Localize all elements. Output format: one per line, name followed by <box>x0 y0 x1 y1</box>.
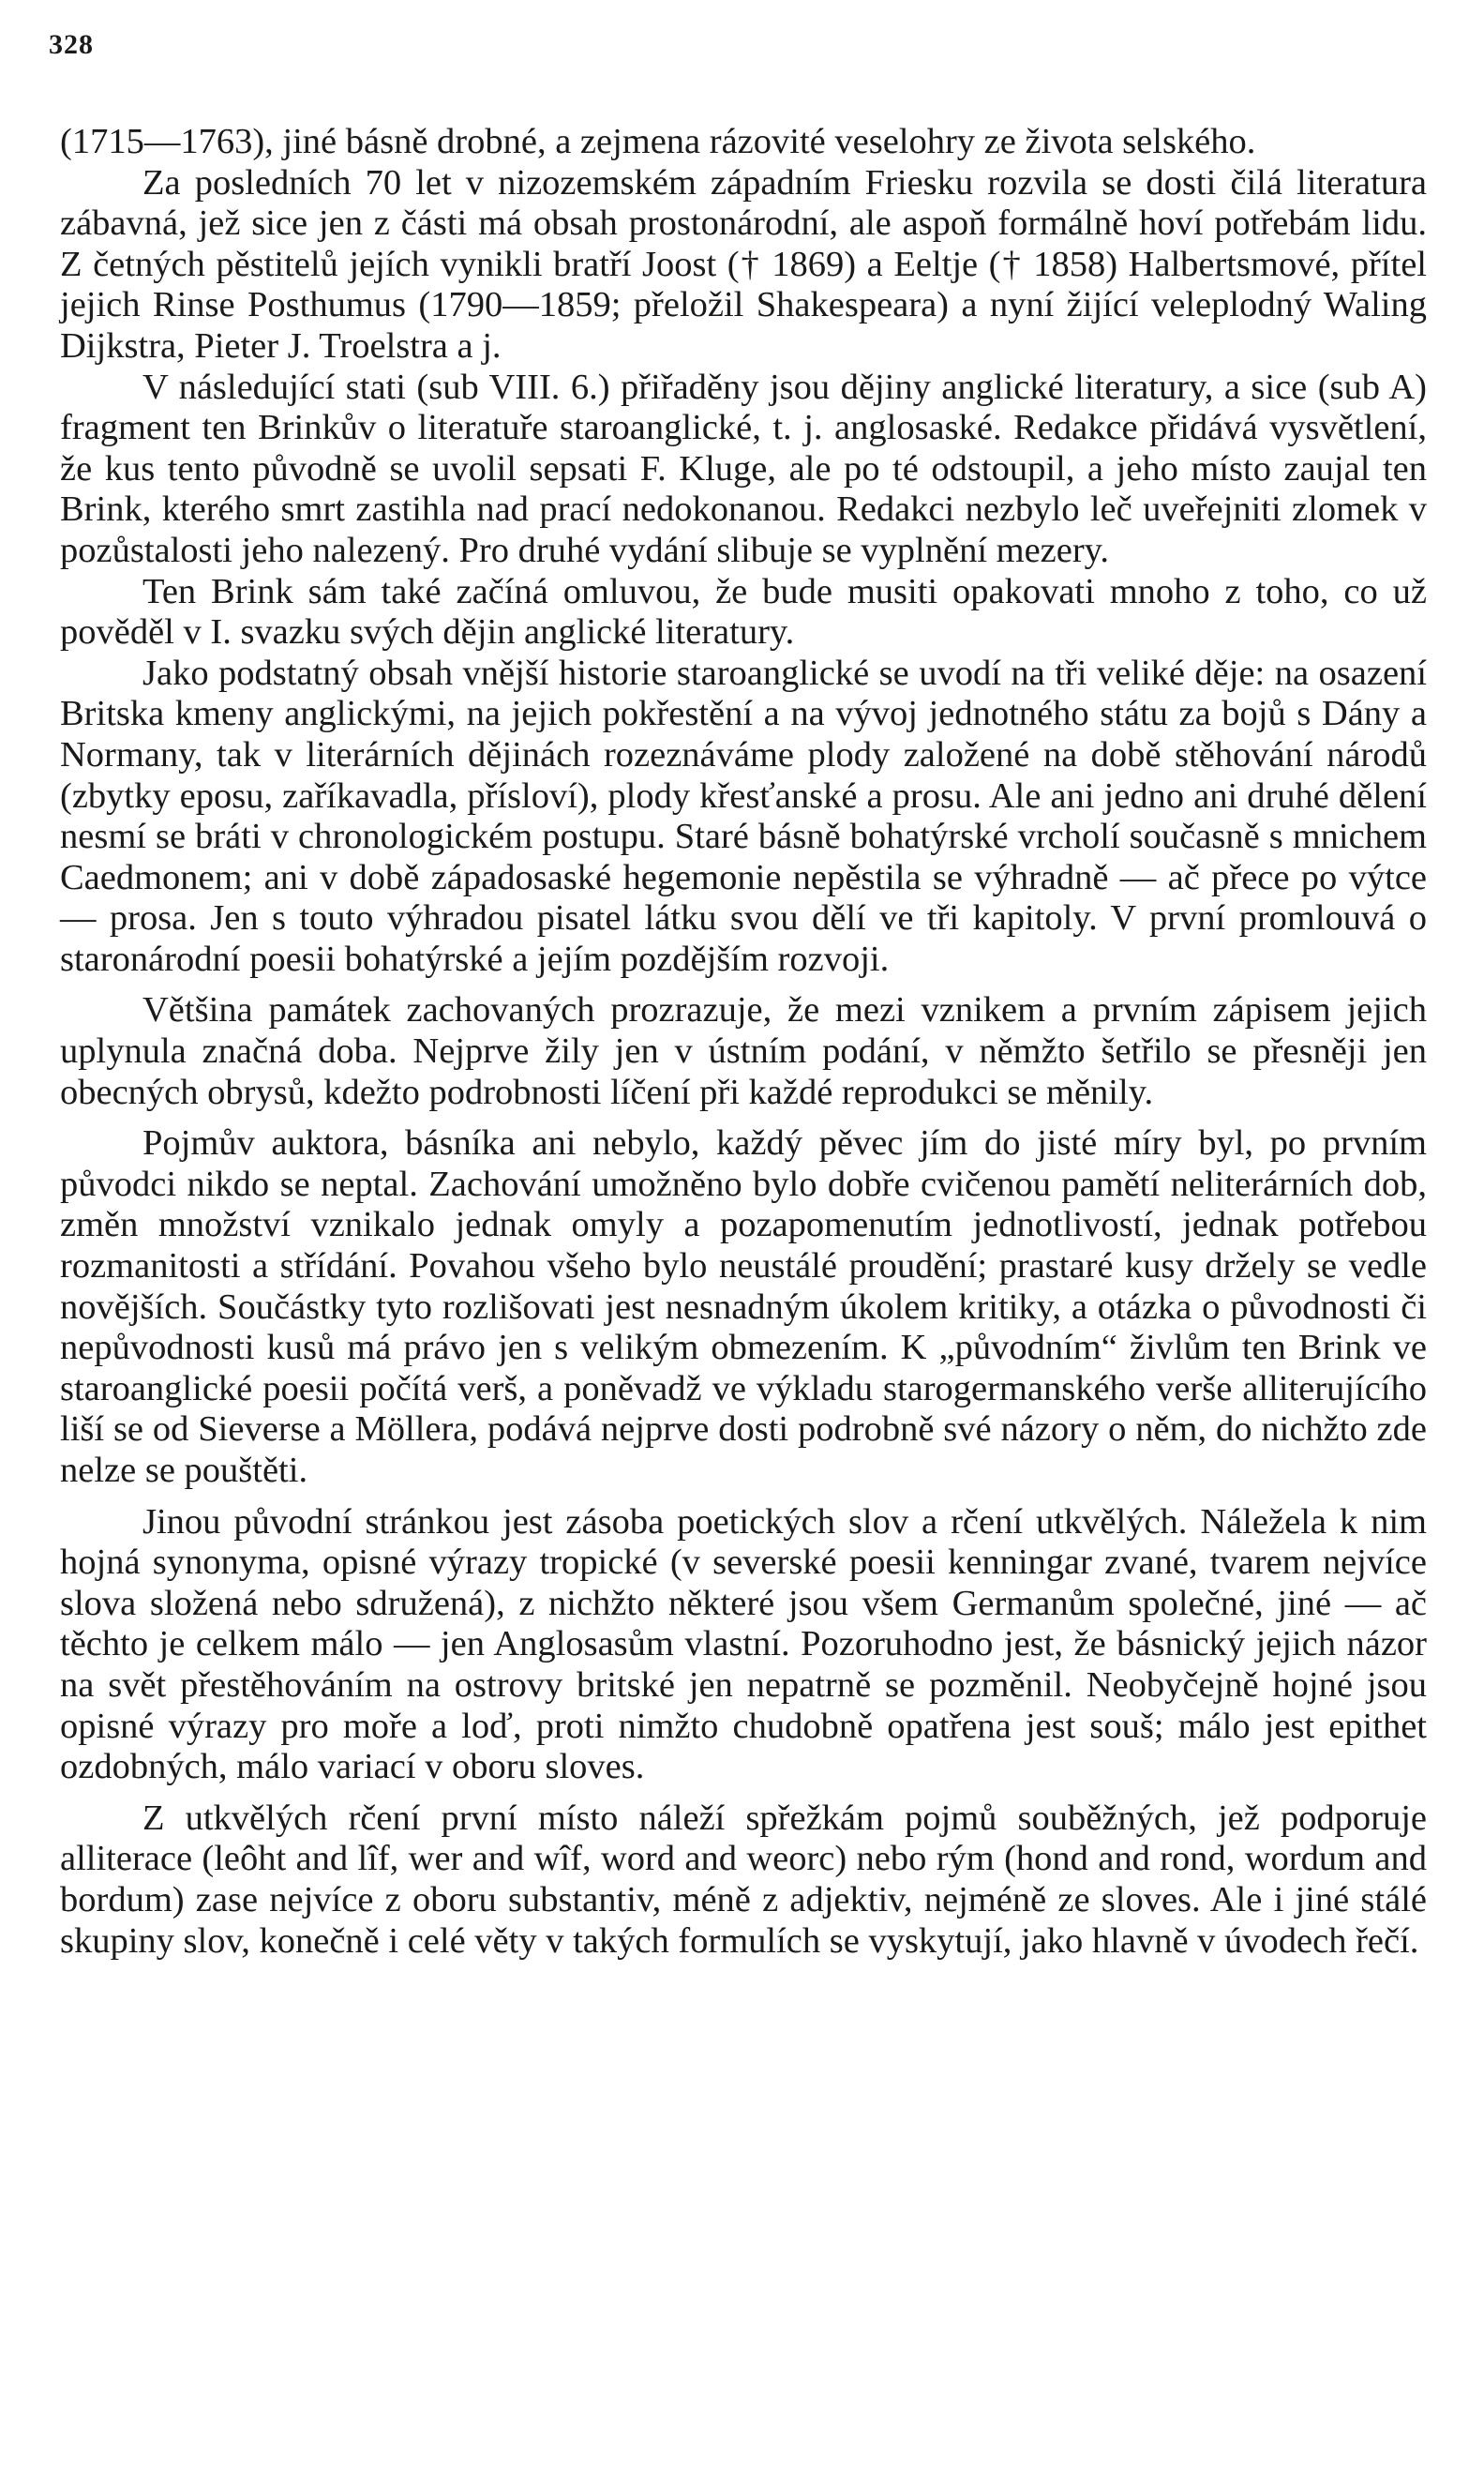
paragraph-7: Pojmův auktora, básníka ani nebylo, každý pěvec jím do jisté míry byl, po prvním původci nikdo se neptal. Zachování umožněno bylo dobře cvičenou pamětí neliterárních dob, změn množství vznikalo jednak omyly a pozapomenutím jednotlivostí, jednak potřebou rozmanitosti a střídání. Povahou všeho bylo neustálé proudění; prastaré kusy držely se vedle novějších. Součástky tyto rozlišovati jest nesnadným úkolem kritiky, a otázka o původnosti či nepůvodnosti kusů má právo jen s velikým obmezením. K „původním“ živlům ten Brink ve staroanglické poesii počítá verš, a poněvadž ve výkladu starogermanského verše alliterujícího liší se od Sieverse a Möllera, podává nejprve dosti podrobně své názory o něm, do nichžto zde nelze se pouštěti. <box>60 1123 1427 1490</box>
page-number: 328 <box>49 29 94 60</box>
paragraph-9: Z utkvělých rčení první místo náleží spřežkám pojmů souběžných, jež podporuje alliterace (leôht and lîf, wer and wîf, word and weorc) nebo rým (hond and rond, wordum and bordum) zase nejvíce z oboru substantiv, méně z adjektiv, nejméně ze sloves. Ale i jiné stálé skupiny slov, konečně i celé věty v takých formulích se vyskytují, jako hlavně v úvodech řečí. <box>60 1798 1427 1961</box>
paragraph-4: Ten Brink sám také začíná omluvou, že bude musiti opakovati mnoho z toho, co už pověděl v I. svazku svých dějin anglické literatury. <box>60 571 1427 653</box>
paragraph-2: Za posledních 70 let v nizozemském západním Friesku rozvila se dosti čilá literatura zábavná, jež sice jen z části má obsah prostonárodní, ale aspoň formálně hoví potřebám lidu. Z četných pěstitelů jejích vynikli bratří Joost († 1869) a Eeltje († 1858) Halbertsmové, přítel jejich Rinse Posthumus (1790—1859; přeložil Shakespeara) a nyní žijící veleplodný Waling Dijkstra, Pieter J. Troelstra a j. <box>60 162 1427 366</box>
paragraph-8: Jinou původní stránkou jest zásoba poetických slov a rčení utkvělých. Náležela k nim hojná synonyma, opisné výrazy tropické (v severské poesii kenningar zvané, tvarem nejvíce slova složená nebo sdružená), z nichžto některé jsou všem Germanům společné, jiné — ač těchto je celkem málo — jen Anglosasům vlastní. Pozoruhodno jest, že básnický jejich názor na svět přestěhováním na ostrovy britské jen nepatrně se pozměnil. Neobyčejně hojné jsou opisné výrazy pro moře a loď, proti nimžto chudobně opatřena jest souš; málo jest epithet ozdobných, málo variací v oboru sloves. <box>60 1501 1427 1787</box>
paragraph-5: Jako podstatný obsah vnější historie staroanglické se uvodí na tři veliké děje: na osazení Britska kmeny anglickými, na jejich pokřestění a na vývoj jednotného státu za bojů s Dány a Normany, tak v literárních dějinách rozeznáváme plody založené na době stěhování národů (zbytky eposu, zaříkavadla, přísloví), plody křesťanské a prosu. Ale ani jedno ani druhé dělení nesmí se bráti v chronologickém postupu. Staré básně bohatýrské vrcholí současně s mnichem Caedmonem; ani v době západosaské hegemonie nepěstila se výhradně — ač přece po výtce — prosa. Jen s touto výhradou pisatel látku svou dělí ve tři kapitoly. V první promlouvá o staronárodní poesii bohatýrské a jejím pozdějším rozvoji. <box>60 653 1427 979</box>
text-body <box>60 122 1427 1962</box>
paragraph-6: Většina památek zachovaných prozrazuje, že mezi vznikem a prvním zápisem jejich uplynula značná doba. Nejprve žily jen v ústním podání, v němžto šetřilo se přesněji jen obecných obrysů, kdežto podrobnosti líčení při každé reprodukci se měnily. <box>60 990 1427 1112</box>
paragraph-1: (1715—1763), jiné básně drobné, a zejmena rázovité veselohry ze života selského. <box>60 122 1256 161</box>
paragraph-3: V následující stati (sub VIII. 6.) přiřaděny jsou dějiny anglické literatury, a sice (sub A) fragment ten Brinkův o literatuře staroanglické, t. j. anglosaské. Redakce přidává vysvětlení, že kus tento původně se uvolil sepsati F. Kluge, ale po té odstoupil, a jeho místo zaujal ten Brink, kterého smrt zastihla nad prací nedokonanou. Redakci nezbylo leč uveřejniti zlomek v pozůstalosti jeho nalezený. Pro druhé vydání slibuje se vyplnění mezery. <box>60 367 1427 570</box>
